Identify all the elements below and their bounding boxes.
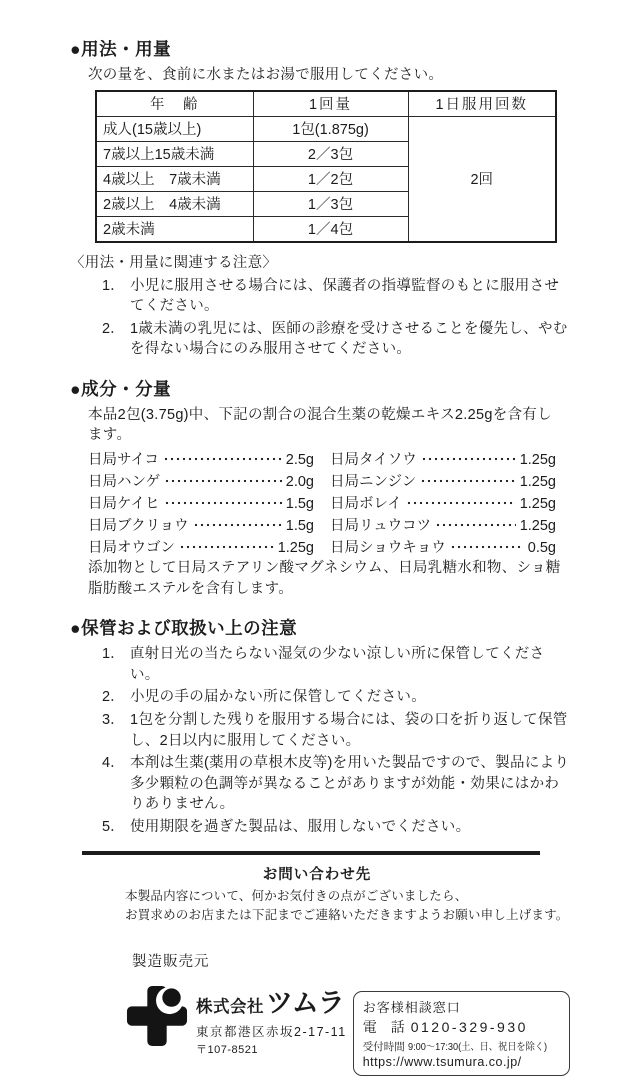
hours-value: 9:00〜17:30(土、日、祝日を除く) (407, 1041, 547, 1053)
company-name (196, 981, 349, 1020)
dose-cell: 1包(1.875g) (253, 116, 408, 141)
storage-note-item (102, 687, 570, 708)
note-text: 本剤は生薬(薬用の草根木皮等)を用いた製品ですので、製品により多少顆粒の色調等が異なることがありますが効能・効果にはかわりありません。 (130, 755, 570, 813)
ingredient-item (88, 470, 314, 492)
ingredient-amount: 0.5g (527, 540, 556, 557)
dot-leader (164, 475, 282, 487)
contact-line-2: お買求めのお店または下記までご連絡いただきますようお願い申し上げます。 (125, 907, 569, 922)
dose-cell: 2／3包 (253, 141, 408, 166)
customer-support-box (353, 991, 570, 1076)
note-number: 1． (102, 277, 125, 294)
storage-note-item (102, 644, 570, 685)
ingredient-amount: 1.25g (519, 496, 556, 513)
col-header-age: 年 齢 (96, 91, 253, 117)
note-text: 使用期限を過ぎた製品は、服用しないでください。 (130, 818, 471, 835)
company-postal-code: 〒107-8521 (196, 1043, 258, 1056)
ingredient-name: 日局サイコ (88, 452, 159, 469)
ingredient-name: 日局リュウコツ (330, 518, 432, 535)
ingredients-right-column (330, 448, 556, 558)
ingredients-section-heading: ●成分・分量 (70, 378, 172, 399)
phone-label: 電 話 (362, 1018, 405, 1035)
dose-cell: 1／2包 (253, 166, 408, 191)
ingredient-item (330, 448, 556, 470)
manufacturer-label: 製造販売元 (132, 953, 210, 970)
col-header-daily-times: 1日服用回数 (408, 91, 556, 117)
dot-leader (435, 519, 516, 531)
note-text: 小児の手の届かない所に保管してください。 (130, 689, 426, 706)
storage-note-item (102, 817, 570, 838)
additives-text: 添加物として日局ステアリン酸マグネシウム、日局乳糖水和物、ショ糖脂肪酸エステルを含有します。 (88, 560, 561, 597)
dot-leader (406, 497, 516, 509)
phone-number: 0120-329-930 (410, 1018, 528, 1035)
ingredient-item (88, 536, 314, 558)
ingredient-amount: 1.25g (277, 540, 314, 557)
ingredient-name: 日局オウゴン (88, 540, 175, 557)
dosage-table (95, 90, 557, 243)
ingredient-name: 日局ケイヒ (88, 496, 160, 513)
dot-leader (164, 497, 282, 509)
tsumura-logo-icon (126, 983, 188, 1049)
ingredient-item (330, 536, 556, 558)
dosage-note-item (102, 319, 570, 360)
age-cell: 成人(15歳以上) (96, 116, 253, 141)
storage-note-item (102, 710, 570, 751)
ingredient-amount: 2.0g (285, 474, 314, 491)
support-hours-line (363, 1038, 560, 1054)
ingredients-list (88, 448, 570, 558)
age-cell: 7歳以上15歳未満 (96, 141, 253, 166)
ingredient-amount: 1.25g (519, 452, 556, 469)
hours-label: 受付時間 (362, 1040, 405, 1053)
support-url: https://www.tsumura.co.jp/ (362, 1054, 522, 1069)
age-cell: 2歳未満 (96, 216, 253, 242)
company-address: 東京都港区赤坂2-17-11 (196, 1024, 347, 1039)
ingredients-intro: 本品2包(3.75g)中、下記の割合の混合生薬の乾燥エキス2.25gを含有します。 (88, 406, 552, 444)
note-text: 1包を分割した残りを服用する場合には、袋の口を折り返して保管し、2日以内に服用してください。 (130, 711, 568, 749)
ingredients-left-column (88, 448, 314, 558)
note-number: 3． (102, 711, 125, 728)
note-number: 5． (102, 818, 125, 835)
dot-leader (450, 541, 524, 553)
ingredient-item (330, 514, 556, 536)
company-brand: ツムラ (266, 987, 344, 1018)
dosage-section-heading: ●用法・用量 (70, 39, 172, 59)
age-cell: 2歳以上 4歳未満 (96, 191, 253, 216)
ingredient-name: 日局ボレイ (330, 496, 402, 513)
manufacturer-row (126, 981, 570, 1076)
ingredient-amount: 2.5g (285, 452, 314, 469)
section-divider (82, 851, 540, 855)
dot-leader (193, 519, 282, 531)
dot-leader (163, 453, 282, 465)
ingredient-name: 日局ニンジン (330, 474, 417, 491)
ingredient-name: 日局ショウキョウ (330, 540, 446, 557)
ingredient-item (88, 514, 314, 536)
note-text: 直射日光の当たらない湿気の少ない涼しい所に保管してください。 (130, 646, 545, 683)
support-phone-line (363, 1017, 560, 1037)
note-number: 2． (102, 689, 125, 706)
dose-cell: 1／4包 (253, 216, 408, 242)
dosage-intro: 次の量を、食前に水またはお湯で服用してください。 (88, 67, 444, 83)
table-row (96, 116, 556, 141)
ingredient-item (88, 448, 314, 470)
company-prefix: 株式会社 (196, 997, 264, 1016)
note-number: 4． (102, 755, 125, 772)
note-number: 1． (102, 646, 125, 663)
dosage-note-item (102, 276, 570, 317)
support-title: お客様相談窓口 (362, 999, 461, 1015)
dose-cell: 1／3包 (253, 191, 408, 216)
dosage-table-header-row (96, 91, 556, 117)
ingredient-name: 日局ハンゲ (88, 474, 161, 491)
ingredient-amount: 1.5g (285, 518, 314, 535)
ingredient-item (330, 492, 556, 514)
note-number: 2． (102, 320, 125, 337)
ingredient-item (330, 470, 556, 492)
age-cell: 4歳以上 7歳未満 (96, 166, 253, 191)
dot-leader (420, 475, 515, 487)
contact-title: お問い合わせ先 (262, 867, 372, 884)
ingredient-item (88, 492, 314, 514)
dot-leader (421, 453, 516, 465)
dot-leader (179, 541, 274, 553)
company-block (196, 981, 349, 1057)
ingredient-amount: 1.5g (285, 496, 314, 513)
storage-note-item (102, 753, 570, 815)
note-text: 1歳未満の乳児には、医師の診療を受けさせることを優先し、やむを得ない場合にのみ服用させてください。 (130, 320, 568, 358)
storage-section-heading: ●保管および取扱い上の注意 (70, 618, 298, 639)
note-text: 小児に服用させる場合には、保護者の指導監督のもとに服用させてください。 (130, 277, 560, 315)
ingredient-name: 日局タイソウ (330, 452, 417, 469)
daily-times-cell: 2回 (408, 116, 556, 242)
ingredient-amount: 1.25g (519, 518, 556, 535)
col-header-single-dose: 1回量 (253, 91, 408, 117)
contact-line-1: 本製品内容について、何かお気付きの点がございましたら、 (125, 889, 468, 904)
ingredient-name: 日局ブクリョウ (88, 518, 189, 535)
dosage-notes-title: 〈用法・用量に関連する注意〉 (70, 254, 278, 271)
ingredient-amount: 1.25g (519, 474, 556, 491)
